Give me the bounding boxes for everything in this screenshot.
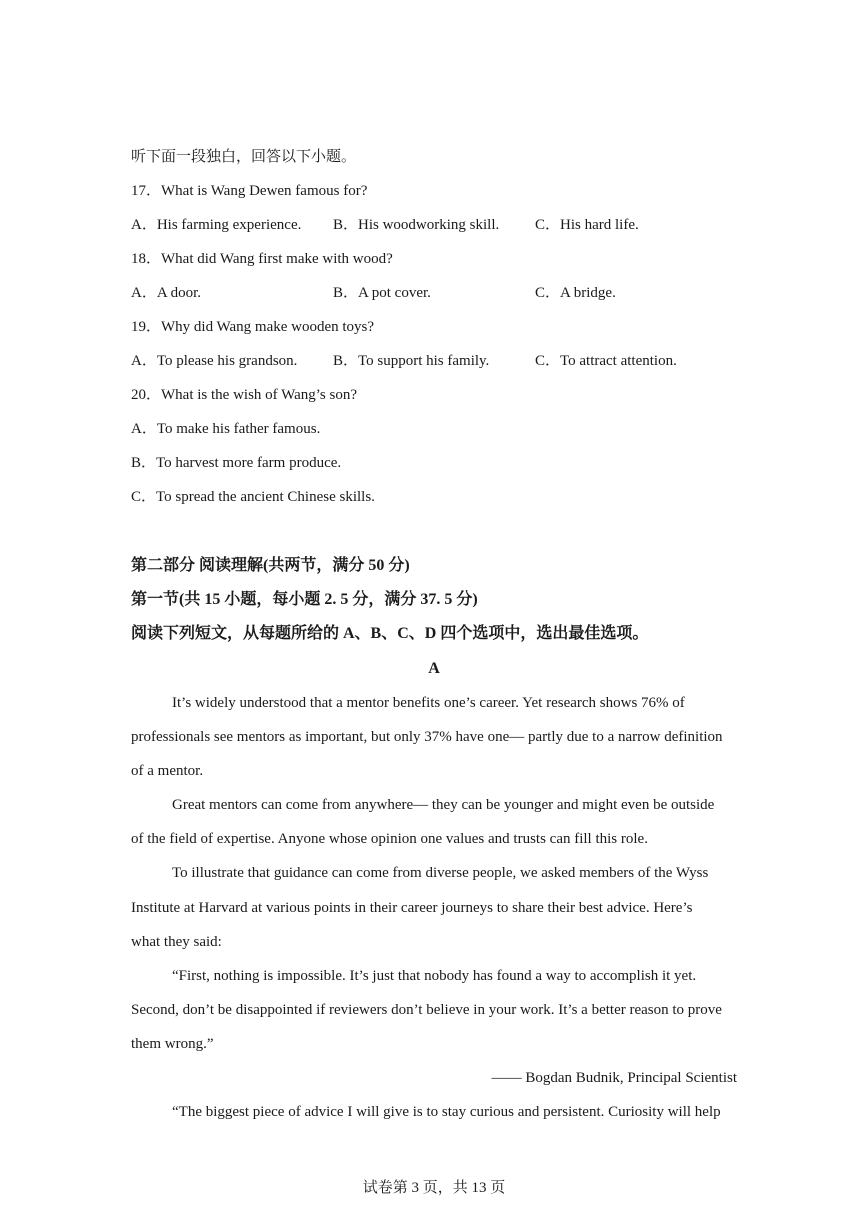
- quote-1-attribution: —— Bogdan Budnik, Principal Scientist: [491, 1070, 737, 1086]
- option-a: A．His farming experience.: [131, 217, 302, 233]
- paragraph-1-line-3: of a mentor.: [131, 763, 204, 779]
- option-c: C．To attract attention.: [535, 353, 677, 369]
- reading-instruction: 阅读下列短文，从每题所给的 A、B、C、D 四个选项中，选出最佳选项。: [131, 625, 649, 642]
- question-20-option-c: C．To spread the ancient Chinese skills.: [131, 489, 375, 505]
- quote-1-line-3: them wrong.”: [131, 1036, 214, 1052]
- option-a: A．To please his grandson.: [131, 353, 298, 369]
- option-b: B．To support his family.: [333, 353, 490, 369]
- question-20: 20．What is the wish of Wang’s son?: [131, 387, 357, 403]
- quote-1-line-1: “First, nothing is impossible. It’s just that nobody has found a way to accomplish it yet.: [172, 968, 697, 984]
- page-footer: 试卷第 3 页，共 13 页: [362, 1180, 506, 1196]
- part-heading: 第二部分 阅读理解(共两节，满分 50 分): [131, 557, 410, 574]
- question-18-options: [131, 283, 751, 303]
- option-a: A．A door.: [131, 285, 202, 301]
- question-19-options: [131, 351, 751, 371]
- paragraph-3-line-2: Institute at Harvard at various points in their career journeys to share their best advice. Here’s: [131, 900, 693, 916]
- paragraph-1-line-1: It’s widely understood that a mentor benefits one’s career. Yet research shows 76% of: [172, 695, 685, 711]
- paragraph-2-line-1: Great mentors can come from anywhere— they can be younger and might even be outside: [172, 797, 715, 813]
- question-20-option-b: B．To harvest more farm produce.: [131, 455, 342, 471]
- question-18: 18．What did Wang first make with wood?: [131, 251, 393, 267]
- option-b: B．His woodworking skill.: [333, 217, 500, 233]
- section-heading: 第一节(共 15 小题，每小题 2. 5 分，满分 37. 5 分): [131, 591, 478, 608]
- question-19: 19．Why did Wang make wooden toys?: [131, 319, 375, 335]
- option-c: C．A bridge.: [535, 285, 616, 301]
- question-17: 17．What is Wang Dewen famous for?: [131, 183, 368, 199]
- paragraph-3-line-1: To illustrate that guidance can come from diverse people, we asked members of the Wyss: [172, 865, 709, 881]
- quote-2-line-1: “The biggest piece of advice I will give is to stay curious and persistent. Curiosity will help: [172, 1104, 721, 1120]
- listening-intro: 听下面一段独白，回答以下小题。: [131, 149, 357, 165]
- question-20-option-a: A．To make his father famous.: [131, 421, 321, 437]
- paragraph-1-line-2: professionals see mentors as important, but only 37% have one— partly due to a narrow definition: [131, 729, 723, 745]
- paragraph-2-line-2: of the field of expertise. Anyone whose opinion one values and trusts can fill this role.: [131, 831, 648, 847]
- passage-label: A: [428, 660, 440, 677]
- option-b: B．A pot cover.: [333, 285, 431, 301]
- paragraph-3-line-3: what they said:: [131, 934, 222, 950]
- question-17-options: [131, 215, 751, 235]
- quote-1-line-2: Second, don’t be disappointed if reviewers don’t believe in your work. It’s a better reason to prove: [131, 1002, 722, 1018]
- option-c: C．His hard life.: [535, 217, 639, 233]
